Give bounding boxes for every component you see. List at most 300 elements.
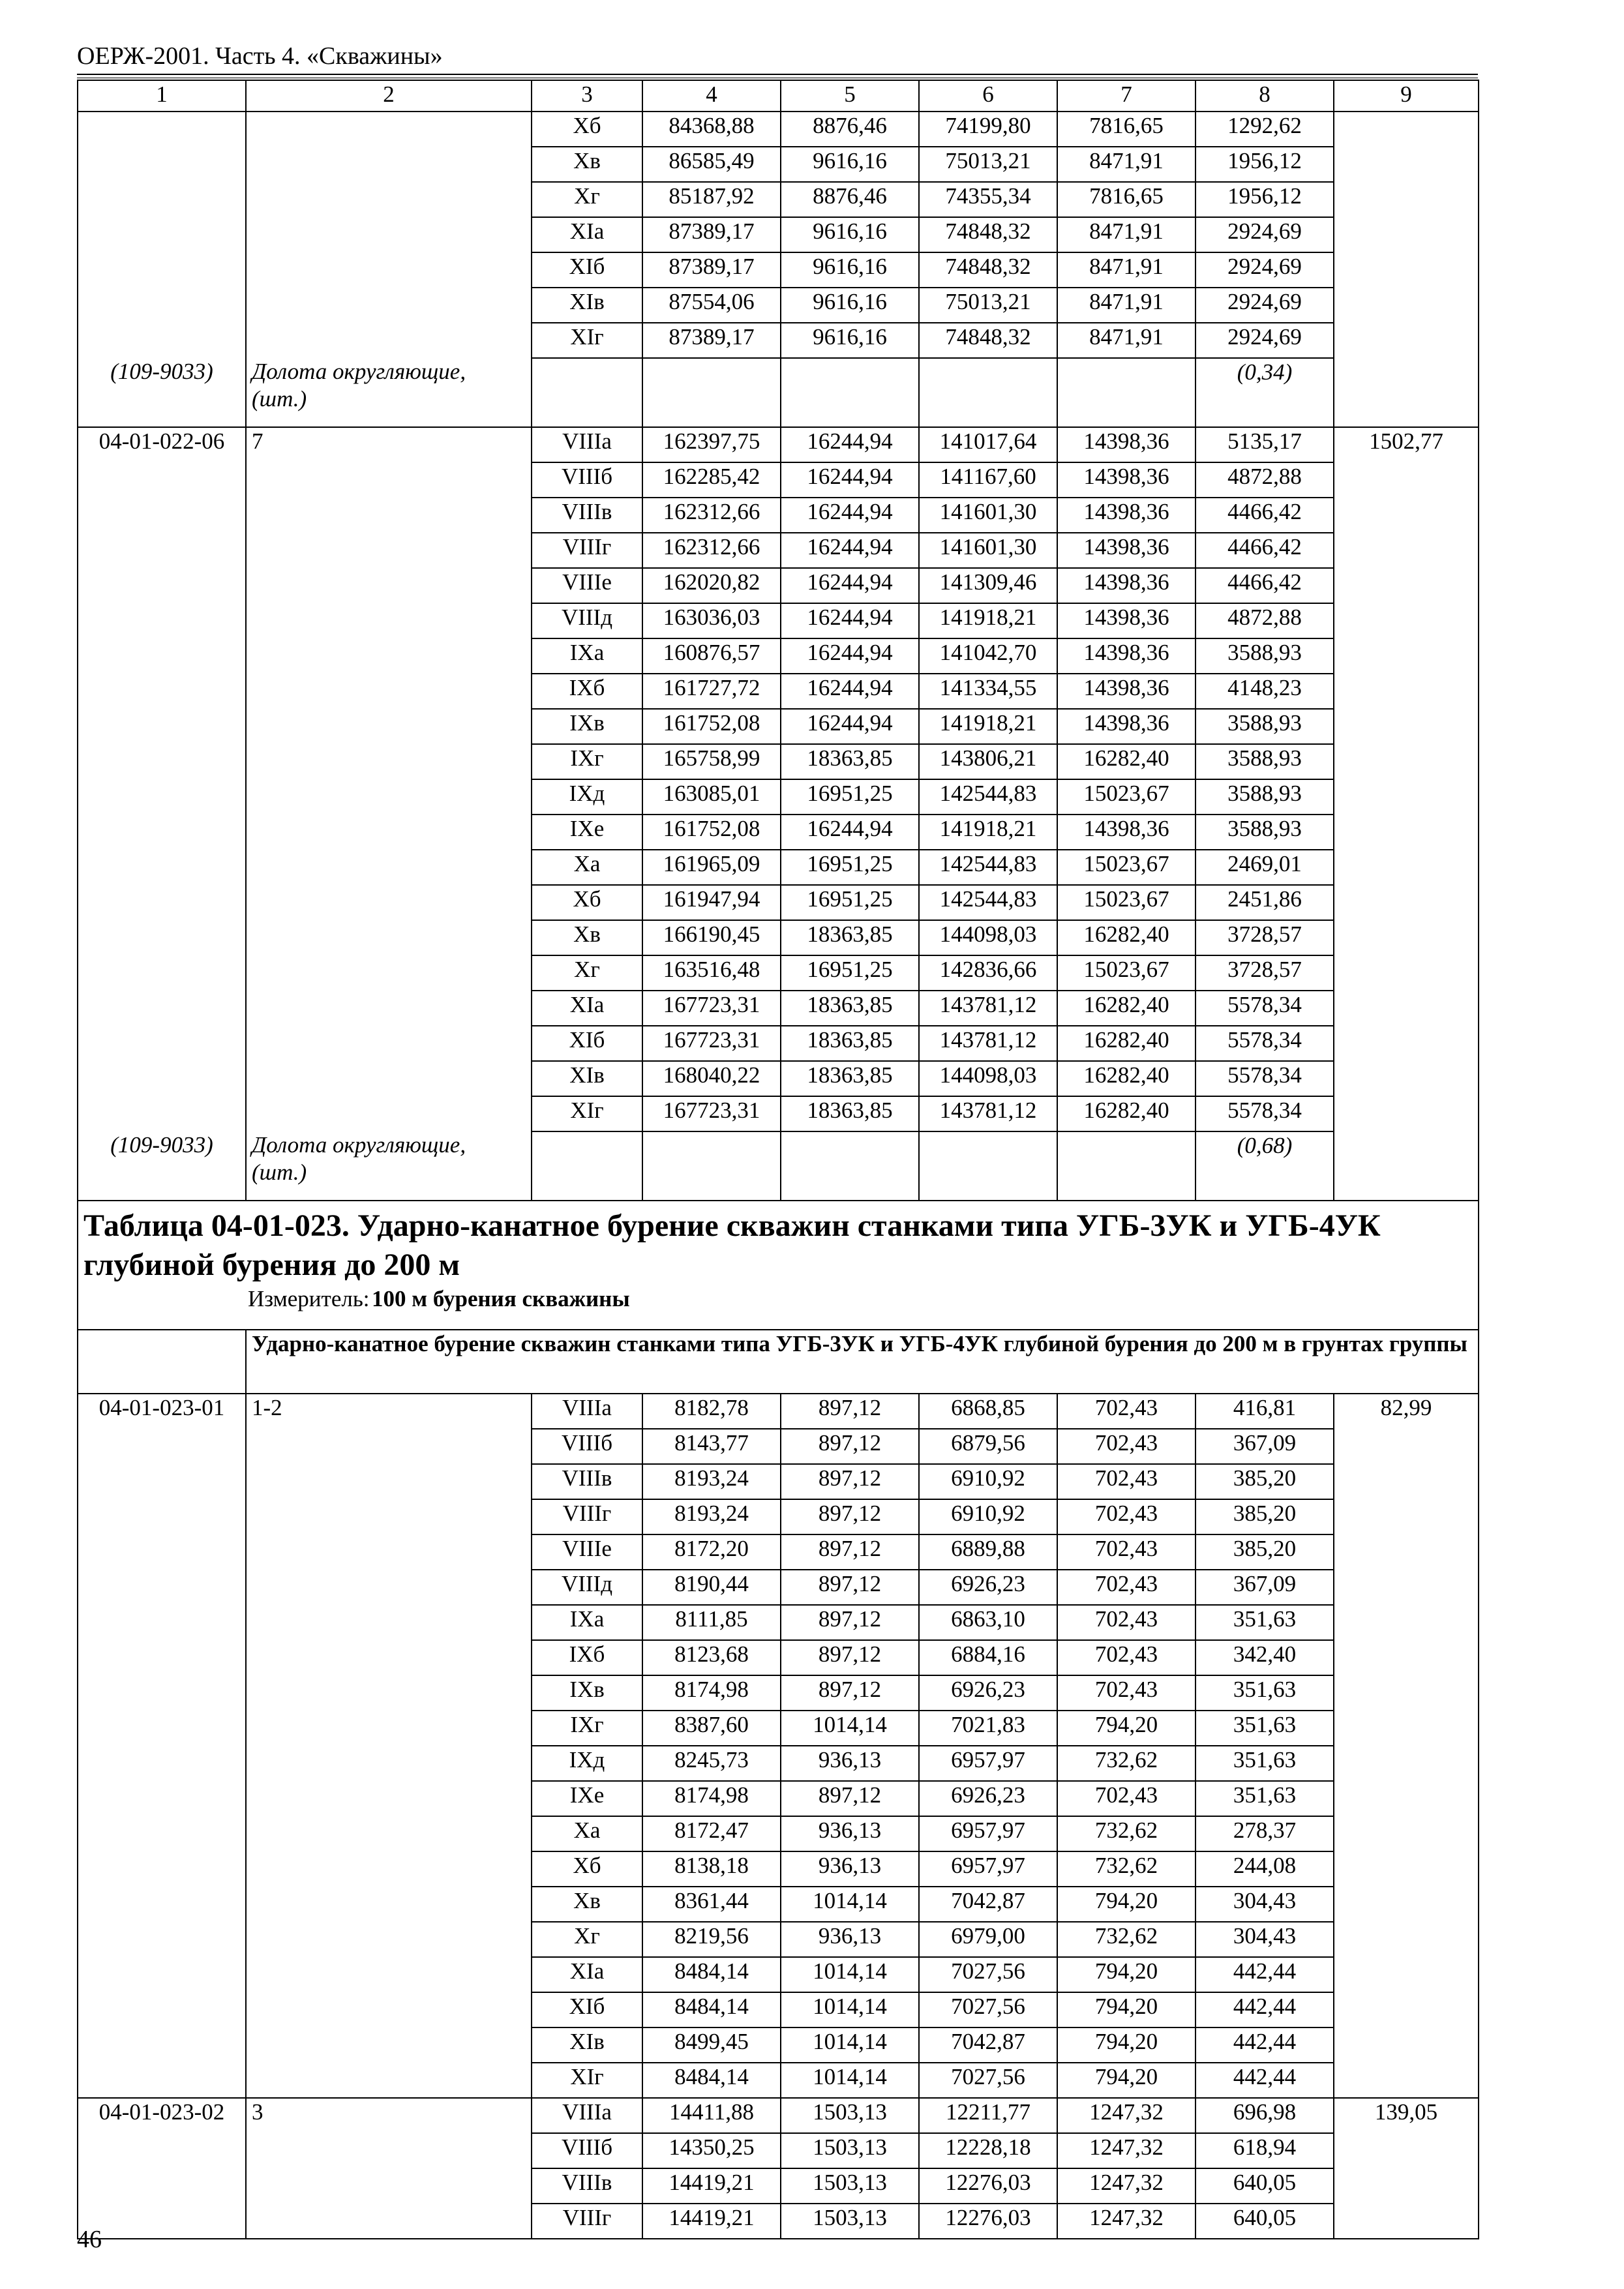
empty-cell (78, 1096, 246, 1131)
empty-cell (1334, 1675, 1479, 1711)
empty-cell (1334, 1851, 1479, 1887)
table-row (78, 991, 1479, 1026)
empty-cell (78, 147, 246, 182)
value-cell: 74199,80 (919, 112, 1057, 147)
value-cell: 6926,23 (919, 1570, 1057, 1605)
empty-cell (246, 744, 532, 779)
empty-cell (1057, 1131, 1195, 1201)
empty-cell (1334, 147, 1479, 182)
subgroup-cell: VIIIд (532, 1570, 642, 1605)
value-cell: 163036,03 (642, 603, 781, 638)
empty-cell (78, 2204, 246, 2239)
subgroup-cell: VIIIе (532, 1534, 642, 1570)
value-cell: 6889,88 (919, 1534, 1057, 1570)
value-cell: 6957,97 (919, 1851, 1057, 1887)
empty-cell (1334, 2027, 1479, 2063)
subgroup-cell: XIв (532, 288, 642, 323)
value-cell: 6879,56 (919, 1429, 1057, 1464)
empty-cell (78, 1570, 246, 1605)
value-cell: 342,40 (1195, 1640, 1334, 1675)
value-cell: 144098,03 (919, 1061, 1057, 1096)
column-number-2: 2 (246, 80, 532, 112)
empty-cell (78, 2063, 246, 2098)
empty-cell (1334, 920, 1479, 955)
table-title-row (78, 1201, 1479, 1330)
value-cell: 141042,70 (919, 638, 1057, 674)
empty-cell (78, 1429, 246, 1464)
value-cell: 141601,30 (919, 533, 1057, 568)
value-cell: 16244,94 (781, 427, 919, 462)
empty-cell (246, 498, 532, 533)
value-cell: 936,13 (781, 1922, 919, 1957)
subgroup-cell: IXа (532, 1605, 642, 1640)
empty-cell (246, 1711, 532, 1746)
value-cell: 897,12 (781, 1605, 919, 1640)
value-cell: 16244,94 (781, 709, 919, 744)
subgroup-cell: Ха (532, 850, 642, 885)
value-cell: 15023,67 (1057, 779, 1195, 815)
empty-cell (246, 1605, 532, 1640)
empty-cell (246, 182, 532, 217)
value-cell: 304,43 (1195, 1887, 1334, 1922)
table-row (78, 533, 1479, 568)
table-row (78, 1429, 1479, 1464)
page-header: ОЕРЖ-2001. Часть 4. «Скважины» (77, 42, 443, 70)
empty-cell (78, 1957, 246, 1992)
value-cell: 14398,36 (1057, 462, 1195, 498)
value-cell: 8484,14 (642, 2063, 781, 2098)
empty-cell (1334, 2168, 1479, 2204)
material-name: Долота округляющие, (шт.) (246, 1131, 532, 1201)
subgroup-cell: XIб (532, 1992, 642, 2027)
value-cell: 8172,47 (642, 1816, 781, 1851)
empty-cell (78, 744, 246, 779)
empty-cell (1334, 568, 1479, 603)
value-cell: 6910,92 (919, 1464, 1057, 1499)
value-cell: 3588,93 (1195, 779, 1334, 815)
empty-cell (246, 1026, 532, 1061)
value-cell: 165758,99 (642, 744, 781, 779)
value-cell: 702,43 (1057, 1534, 1195, 1570)
value-cell: 8182,78 (642, 1394, 781, 1429)
value-cell: 5135,17 (1195, 427, 1334, 462)
table-row (78, 779, 1479, 815)
value-cell: 2924,69 (1195, 323, 1334, 358)
value-cell: 2924,69 (1195, 217, 1334, 252)
empty-cell (1334, 885, 1479, 920)
value-cell: 1956,12 (1195, 182, 1334, 217)
value-cell: 6868,85 (919, 1394, 1057, 1429)
value-cell: 2924,69 (1195, 288, 1334, 323)
value-cell: 74848,32 (919, 217, 1057, 252)
value-cell: 161752,08 (642, 815, 781, 850)
empty-cell (78, 1675, 246, 1711)
value-cell: 163516,48 (642, 955, 781, 991)
value-cell: 8174,98 (642, 1781, 781, 1816)
subgroup-cell: XIа (532, 991, 642, 1026)
value-cell: 16244,94 (781, 674, 919, 709)
value-cell: 1014,14 (781, 2027, 919, 2063)
subgroup-cell: Ха (532, 1816, 642, 1851)
empty-cell (246, 674, 532, 709)
column-number-3: 3 (532, 80, 642, 112)
value-cell: 6910,92 (919, 1499, 1057, 1534)
value-cell: 141309,46 (919, 568, 1057, 603)
empty-cell (246, 533, 532, 568)
empty-cell (78, 217, 246, 252)
value-cell: 7027,56 (919, 1992, 1057, 2027)
value-cell: 141601,30 (919, 498, 1057, 533)
empty-cell (1334, 815, 1479, 850)
value-cell: 162285,42 (642, 462, 781, 498)
value-cell: 936,13 (781, 1746, 919, 1781)
value-cell: 1014,14 (781, 1887, 919, 1922)
value-cell: 7816,65 (1057, 112, 1195, 147)
value-cell: 8123,68 (642, 1640, 781, 1675)
value-cell: 897,12 (781, 1464, 919, 1499)
empty-cell (78, 885, 246, 920)
rates-table (77, 80, 1479, 2239)
empty-cell (642, 1131, 781, 1201)
value-cell: 702,43 (1057, 1464, 1195, 1499)
value-cell: 142836,66 (919, 955, 1057, 991)
value-cell: 1503,13 (781, 2168, 919, 2204)
section-subtitle: Ударно-канатное бурение скважин станками типа УГБ-3УК и УГБ-4УК глубиной бурения до 200 м в грунтах группы (246, 1330, 1479, 1394)
value-cell: 696,98 (1195, 2098, 1334, 2133)
value-cell: 732,62 (1057, 1816, 1195, 1851)
empty-cell (246, 2063, 532, 2098)
subgroup-cell: VIIIб (532, 462, 642, 498)
table-row (78, 1711, 1479, 1746)
empty-cell (78, 1026, 246, 1061)
value-cell: 143781,12 (919, 1026, 1057, 1061)
value-cell: 16951,25 (781, 885, 919, 920)
value-cell: 385,20 (1195, 1499, 1334, 1534)
empty-cell (246, 1781, 532, 1816)
value-cell: 8876,46 (781, 112, 919, 147)
value-cell: 143781,12 (919, 1096, 1057, 1131)
value-cell: 18363,85 (781, 991, 919, 1026)
material-code: (109-9033) (78, 358, 246, 427)
value-cell: 1503,13 (781, 2204, 919, 2239)
value-cell: 18363,85 (781, 1061, 919, 1096)
empty-cell (246, 2027, 532, 2063)
section-subtitle-row (78, 1330, 1479, 1394)
value-cell: 16951,25 (781, 955, 919, 991)
value-cell: 9616,16 (781, 217, 919, 252)
table-row (78, 1992, 1479, 2027)
material-quantity: (0,68) (1195, 1131, 1334, 1201)
value-cell: 162397,75 (642, 427, 781, 462)
empty-cell (78, 638, 246, 674)
value-cell: 87389,17 (642, 252, 781, 288)
empty-cell (78, 1711, 246, 1746)
empty-cell (1334, 1887, 1479, 1922)
value-cell: 14419,21 (642, 2204, 781, 2239)
value-cell: 75013,21 (919, 288, 1057, 323)
empty-cell (78, 323, 246, 358)
subgroup-cell: XIг (532, 2063, 642, 2098)
empty-cell (78, 709, 246, 744)
value-cell: 6957,97 (919, 1746, 1057, 1781)
table-row (78, 2027, 1479, 2063)
subgroup-cell: IXа (532, 638, 642, 674)
empty-cell (246, 779, 532, 815)
empty-cell (78, 252, 246, 288)
empty-cell (1334, 638, 1479, 674)
empty-cell (1334, 1570, 1479, 1605)
value-cell: 8138,18 (642, 1851, 781, 1887)
empty-cell (246, 815, 532, 850)
empty-cell (246, 885, 532, 920)
empty-cell (246, 1746, 532, 1781)
empty-cell (78, 815, 246, 850)
empty-cell (78, 1330, 246, 1394)
value-cell: 16282,40 (1057, 920, 1195, 955)
value-cell: 18363,85 (781, 1096, 919, 1131)
empty-cell (246, 1640, 532, 1675)
empty-cell (1334, 1746, 1479, 1781)
empty-cell (246, 2204, 532, 2239)
empty-cell (78, 1605, 246, 1640)
empty-cell (78, 850, 246, 885)
value-cell: 163085,01 (642, 779, 781, 815)
table-row (78, 568, 1479, 603)
empty-cell (78, 1499, 246, 1534)
value-cell: 5578,34 (1195, 1026, 1334, 1061)
value-cell: 8190,44 (642, 1570, 781, 1605)
subgroup-cell: IXд (532, 1746, 642, 1781)
table-row (78, 252, 1479, 288)
unit-label: Измеритель: (248, 1286, 370, 1311)
value-cell: 16244,94 (781, 498, 919, 533)
subgroup-cell: IXб (532, 1640, 642, 1675)
table-row (78, 1887, 1479, 1922)
value-cell: 4872,88 (1195, 462, 1334, 498)
value-cell: 14398,36 (1057, 709, 1195, 744)
table-row (78, 1922, 1479, 1957)
value-cell: 18363,85 (781, 744, 919, 779)
table-row (78, 182, 1479, 217)
value-cell: 794,20 (1057, 1887, 1195, 1922)
value-cell: 75013,21 (919, 147, 1057, 182)
column-number-7: 7 (1057, 80, 1195, 112)
value-cell: 702,43 (1057, 1605, 1195, 1640)
subgroup-cell: IXг (532, 744, 642, 779)
empty-cell (246, 1887, 532, 1922)
table-row (78, 2204, 1479, 2239)
column-number-4: 4 (642, 80, 781, 112)
table-row (78, 2098, 1479, 2133)
empty-cell (1334, 358, 1479, 427)
value-cell: 16282,40 (1057, 744, 1195, 779)
table-row (78, 815, 1479, 850)
subgroup-cell: IXе (532, 1781, 642, 1816)
value-cell: 86585,49 (642, 147, 781, 182)
column-number-9: 9 (1334, 80, 1479, 112)
value-cell: 16244,94 (781, 638, 919, 674)
value-cell: 4466,42 (1195, 568, 1334, 603)
value-cell: 3588,93 (1195, 744, 1334, 779)
value-cell: 16244,94 (781, 815, 919, 850)
rates-table-body (78, 80, 1479, 2239)
empty-cell (1334, 288, 1479, 323)
value-cell: 162312,66 (642, 533, 781, 568)
value-cell: 702,43 (1057, 1429, 1195, 1464)
value-cell: 8361,44 (642, 1887, 781, 1922)
empty-cell (78, 462, 246, 498)
table-row (78, 1394, 1479, 1429)
empty-cell (78, 920, 246, 955)
table-row (78, 1675, 1479, 1711)
empty-cell (1334, 1957, 1479, 1992)
subgroup-cell: IXг (532, 1711, 642, 1746)
empty-cell (1334, 2063, 1479, 2098)
empty-cell (246, 1816, 532, 1851)
value-cell: 12228,18 (919, 2133, 1057, 2168)
empty-cell (1334, 182, 1479, 217)
subgroup-cell: VIIIа (532, 427, 642, 462)
soil-group: 7 (246, 427, 532, 462)
value-cell: 416,81 (1195, 1394, 1334, 1429)
column-numbers-row (78, 80, 1479, 112)
subgroup-cell: VIIIа (532, 1394, 642, 1429)
empty-cell (1334, 1131, 1479, 1201)
empty-cell (919, 1131, 1057, 1201)
empty-cell (246, 1534, 532, 1570)
value-cell: 4466,42 (1195, 498, 1334, 533)
value-cell: 74355,34 (919, 182, 1057, 217)
value-cell: 702,43 (1057, 1640, 1195, 1675)
value-cell: 897,12 (781, 1499, 919, 1534)
header-rule (77, 74, 1478, 75)
value-cell: 1247,32 (1057, 2133, 1195, 2168)
subgroup-cell: IXе (532, 815, 642, 850)
subgroup-cell: Хг (532, 1922, 642, 1957)
value-cell: 144098,03 (919, 920, 1057, 955)
subgroup-cell: VIIIе (532, 568, 642, 603)
subgroup-cell: Хб (532, 112, 642, 147)
value-cell: 732,62 (1057, 1922, 1195, 1957)
value-cell: 278,37 (1195, 1816, 1334, 1851)
value-cell: 367,09 (1195, 1429, 1334, 1464)
value-cell: 794,20 (1057, 2063, 1195, 2098)
value-cell: 1247,32 (1057, 2204, 1195, 2239)
value-cell: 12276,03 (919, 2204, 1057, 2239)
empty-cell (246, 1096, 532, 1131)
empty-cell (78, 2168, 246, 2204)
value-cell: 1247,32 (1057, 2098, 1195, 2133)
empty-cell (781, 358, 919, 427)
value-cell: 897,12 (781, 1570, 919, 1605)
empty-cell (919, 358, 1057, 427)
value-cell: 16282,40 (1057, 1061, 1195, 1096)
value-cell: 6926,23 (919, 1781, 1057, 1816)
subgroup-cell: VIIIг (532, 1499, 642, 1534)
value-cell: 442,44 (1195, 1992, 1334, 2027)
table-row (78, 603, 1479, 638)
value-cell: 14398,36 (1057, 498, 1195, 533)
value-cell: 143806,21 (919, 744, 1057, 779)
subgroup-cell: IXв (532, 1675, 642, 1711)
empty-cell (246, 1675, 532, 1711)
subgroup-cell: Хб (532, 1851, 642, 1887)
empty-cell (1334, 955, 1479, 991)
empty-cell (1334, 1499, 1479, 1534)
value-cell: 4148,23 (1195, 674, 1334, 709)
empty-cell (781, 1131, 919, 1201)
empty-cell (78, 568, 246, 603)
value-cell: 5578,34 (1195, 991, 1334, 1026)
value-cell: 794,20 (1057, 1957, 1195, 1992)
value-cell: 304,43 (1195, 1922, 1334, 1957)
table-row (78, 147, 1479, 182)
table-row (78, 709, 1479, 744)
soil-group: 1-2 (246, 1394, 532, 1429)
value-cell: 732,62 (1057, 1851, 1195, 1887)
value-cell: 442,44 (1195, 1957, 1334, 1992)
value-cell: 794,20 (1057, 1711, 1195, 1746)
value-cell: 8471,91 (1057, 147, 1195, 182)
table-row (78, 1096, 1479, 1131)
value-cell: 6957,97 (919, 1816, 1057, 1851)
machinist-cost: 139,05 (1334, 2098, 1479, 2133)
subgroup-cell: VIIIв (532, 498, 642, 533)
empty-cell (1334, 709, 1479, 744)
value-cell: 3728,57 (1195, 920, 1334, 955)
value-cell: 141918,21 (919, 709, 1057, 744)
machinist-cost: 1502,77 (1334, 427, 1479, 462)
value-cell: 7042,87 (919, 1887, 1057, 1922)
value-cell: 351,63 (1195, 1746, 1334, 1781)
empty-cell (1334, 217, 1479, 252)
empty-cell (78, 1746, 246, 1781)
value-cell: 143781,12 (919, 991, 1057, 1026)
empty-cell (1334, 1026, 1479, 1061)
value-cell: 442,44 (1195, 2063, 1334, 2098)
value-cell: 74848,32 (919, 252, 1057, 288)
empty-cell (532, 1131, 642, 1201)
value-cell: 8111,85 (642, 1605, 781, 1640)
value-cell: 1292,62 (1195, 112, 1334, 147)
table-row (78, 1061, 1479, 1096)
empty-cell (1334, 1464, 1479, 1499)
value-cell: 936,13 (781, 1851, 919, 1887)
column-number-8: 8 (1195, 80, 1334, 112)
empty-cell (246, 603, 532, 638)
subgroup-cell: Хв (532, 147, 642, 182)
table-row (78, 674, 1479, 709)
empty-cell (78, 1922, 246, 1957)
value-cell: 8484,14 (642, 1992, 781, 2027)
subgroup-cell: XIа (532, 1957, 642, 1992)
empty-cell (1334, 498, 1479, 533)
value-cell: 16244,94 (781, 568, 919, 603)
value-cell: 9616,16 (781, 147, 919, 182)
empty-cell (246, 147, 532, 182)
table-title: Таблица 04-01-023. Ударно-канатное бурение скважин станками типа УГБ-3УК и УГБ-4УК глубиной бурения до 200 м (83, 1208, 1381, 1282)
value-cell: 351,63 (1195, 1675, 1334, 1711)
value-cell: 351,63 (1195, 1781, 1334, 1816)
material-quantity: (0,34) (1195, 358, 1334, 427)
table-row (78, 1781, 1479, 1816)
table-row (78, 2063, 1479, 2098)
value-cell: 1014,14 (781, 1957, 919, 1992)
rate-code: 04-01-023-01 (78, 1394, 246, 1429)
value-cell: 3588,93 (1195, 709, 1334, 744)
value-cell: 897,12 (781, 1675, 919, 1711)
value-cell: 162020,82 (642, 568, 781, 603)
